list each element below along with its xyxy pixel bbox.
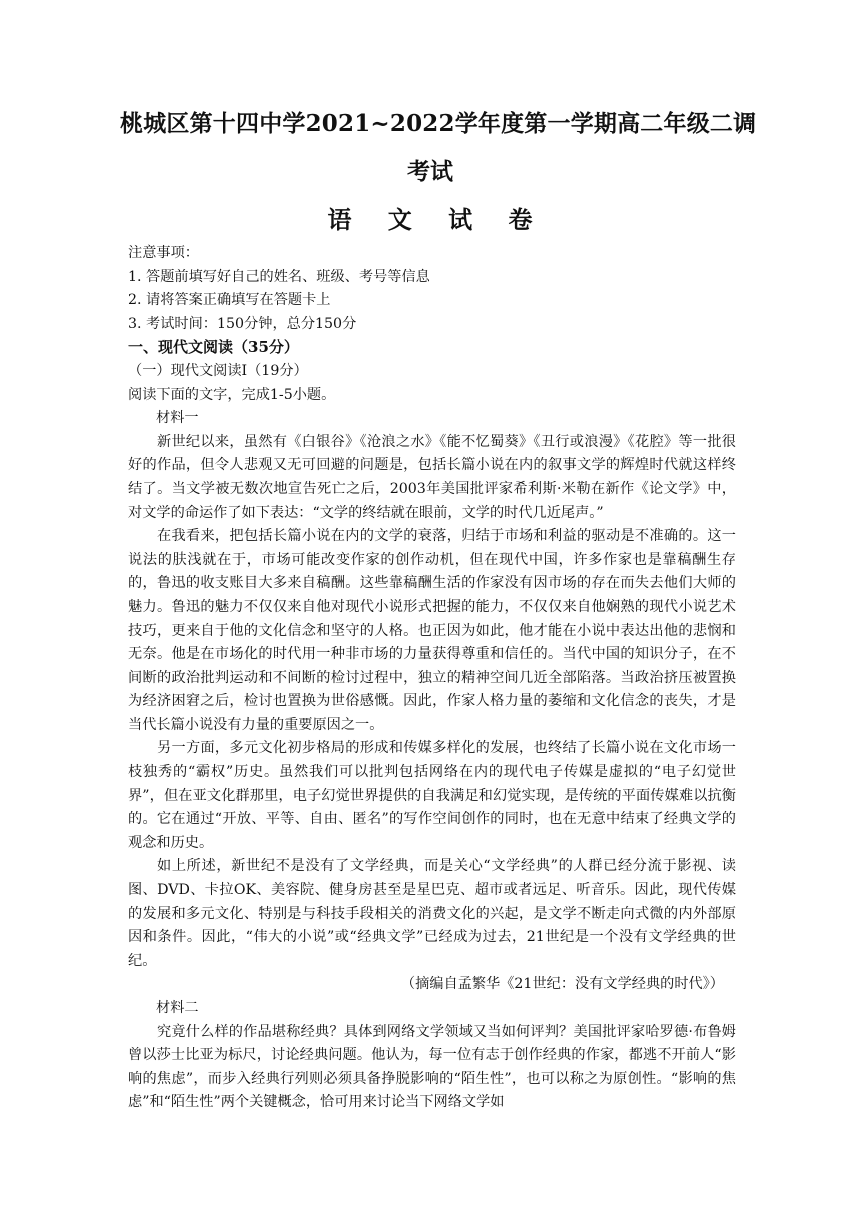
section-heading: 一、现代文阅读（35分） xyxy=(128,338,299,357)
notice-item-2: 2. 请将答案正确填写在答题卡上 xyxy=(128,292,331,309)
material2-paragraph-1: 究竟什么样的作品堪称经典？具体到网络文学领域又当如何评判？美国批评家哈罗德·布鲁姆曾以莎士比亚为标尺，讨论经典问题。他认为，每一位有志于创作经典的作家，都逃不开前人“影响的焦虑”，而步入经典行列则必须具备挣脱影响的“陌生性”，也可以称之为原创性。“影响的焦虑”和“陌生性”两个关键概念，恰可用来讨论当下网络文学如 xyxy=(128,1023,736,1111)
notice-item-1: 1. 答题前填写好自己的姓名、班级、考号等信息 xyxy=(128,268,430,285)
subject-title: 语 文 试 卷 xyxy=(327,205,547,234)
exam-title-line1: 桃城区第十四中学2021~2022学年度第一学期高二年级二调 xyxy=(120,110,757,137)
material1-paragraph-3: 另一方面，多元文化初步格局的形成和传媒多样化的发展，也终结了长篇小说在文化市场一枝独秀的“霸权”历史。虽然我们可以批判包括网络在内的现代电子传媒是虚拟的“电子幻觉世界”，但在亚文化群那里，电子幻觉世界提供的自我满足和幻觉实现，是传统的平面传媒难以抗衡的。它在通过“开放、平等、自由、匿名”的写作空间创作的同时，也在无意中结束了经典文学的观念和历史。 xyxy=(128,740,736,851)
material1-source: （摘编自孟繁华《21世纪：没有文学经典的时代》） xyxy=(400,976,724,993)
exam-body xyxy=(128,242,736,1115)
notice-heading: 注意事项： xyxy=(128,245,199,261)
material1-paragraph-4: 如上所述，新世纪不是没有了文学经典，而是关心“文学经典”的人群已经分流于影视、读图、DVD、卡拉OK、美容院、健身房甚至是星巴克、超市或者远足、听音乐。因此，现代传媒的发展和多元文化、特别是与科技手段相关的消费文化的兴起，是文学不断走向式微的内外部原因和条件。因此，“伟大的小说”或“经典文学”已经成为过去，21世纪是一个没有文学经典的世纪。 xyxy=(128,858,736,969)
material1-paragraph-1: 新世纪以来，虽然有《白银谷》《沧浪之水》《能不忆蜀葵》《丑行或浪漫》《花腔》等一批很好的作品，但令人悲观又无可回避的问题是，包括长篇小说在内的叙事文学的辉煌时代就这样终结了。当文学被无数次地宣告死亡之后，2003年美国批评家希利斯·米勒在新作《论文学》中，对文学的命运作了如下表达：“文学的终结就在眼前，文学的时代几近尾声。” xyxy=(128,433,736,521)
material1-paragraph-2: 在我看来，把包括长篇小说在内的文学的衰落，归结于市场和利益的驱动是不准确的。这一说法的肤浅就在于，市场可能改变作家的创作动机，但在现代中国，许多作家也是靠稿酬生存的，鲁迅的收支账目大多来自稿酬。这些靠稿酬生活的作家没有因市场的存在而失去他们大师的魅力。鲁迅的魅力不仅仅来自他对现代小说形式把握的能力，不仅仅来自他娴熟的现代小说艺术技巧，更来自于他的文化信念和坚守的人格。也正因为如此，他才能在小说中表达出他的悲悯和无奈。他是在市场化的时代用一种非市场的力量获得尊重和信任的。当代中国的知识分子，在不间断的政治批判运动和不间断的检讨过程中，独立的精神空间几近全部陷落。当政治挤压被置换为经济困窘之后，检讨也置换为世俗感慨。因此，作家人格力量的萎缩和文化信念的丧失，才是当代长篇小说没有力量的重要原因之一。 xyxy=(128,528,736,733)
exam-title-line2: 考试 xyxy=(407,158,453,185)
sub-section-heading: （一）现代文阅读Ⅰ（19分） xyxy=(128,362,308,379)
material1-label: 材料一 xyxy=(156,410,199,427)
notice-item-3: 3. 考试时间：150分钟，总分150分 xyxy=(128,315,357,332)
reading-instruction: 阅读下面的文字，完成1-5小题。 xyxy=(128,386,336,403)
material2-label: 材料二 xyxy=(156,1000,199,1016)
